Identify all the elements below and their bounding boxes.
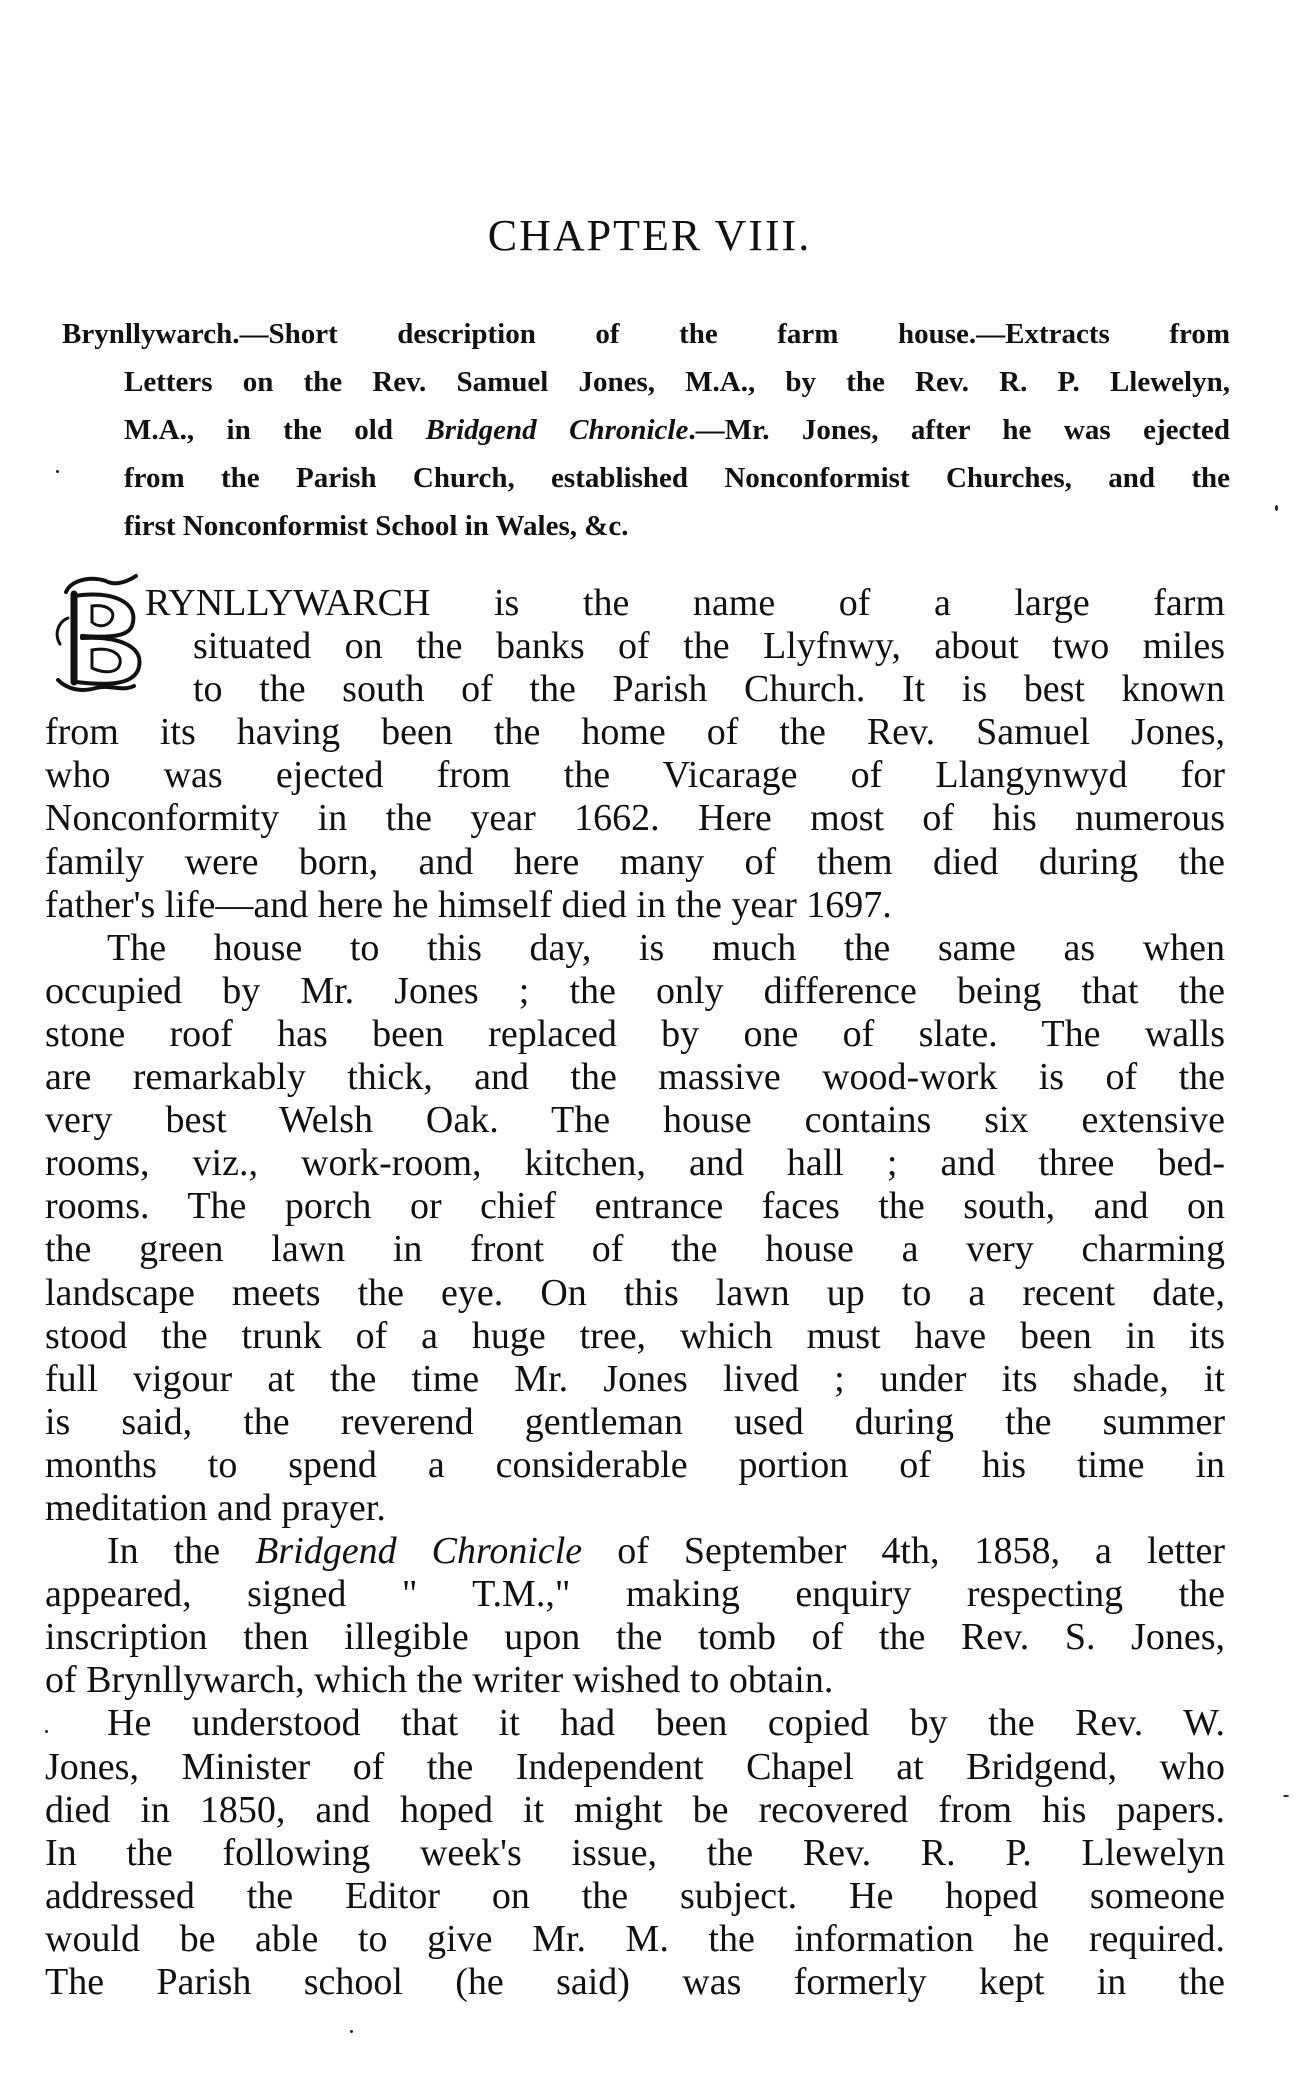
text-line bbox=[45, 1530, 1225, 1573]
text-line: is said, the reverend gentleman used during the summer bbox=[45, 1400, 1225, 1443]
text-line: rooms, viz., work-room, kitchen, and hall ; and three bed- bbox=[45, 1142, 1225, 1185]
text-line: of Brynllywarch, which the writer wished to obtain. bbox=[45, 1659, 834, 1702]
scan-speck bbox=[350, 2030, 353, 2033]
text-line: family were born, and here many of them died during the bbox=[45, 840, 1225, 883]
synopsis-line: Letters on the Rev. Samuel Jones, M.A., by the Rev. R. P. Llewelyn, bbox=[124, 366, 1230, 398]
chapter-title: CHAPTER VIII. bbox=[487, 211, 812, 260]
text-line: In the following week's issue, the Rev. R. P. Llewelyn bbox=[45, 1831, 1225, 1874]
text-line: are remarkably thick, and the massive wood-work is of the bbox=[45, 1056, 1225, 1099]
scan-speck bbox=[56, 470, 59, 473]
text-segment: In the bbox=[107, 1530, 256, 1573]
text-line: appeared, signed " T.M.," making enquiry respecting the bbox=[45, 1573, 1225, 1616]
synopsis-text: .—Mr. Jones, after he was ejected bbox=[688, 414, 1231, 446]
text-line: addressed the Editor on the subject. He hoped someone bbox=[45, 1874, 1225, 1917]
text-line: The Parish school (he said) was formerly kept in the bbox=[45, 1961, 1225, 2003]
text-line: rooms. The porch or chief entrance faces the south, and on bbox=[45, 1185, 1225, 1228]
synopsis-line: first Nonconformist School in Wales, &c. bbox=[124, 510, 629, 542]
body-text bbox=[45, 582, 1225, 2004]
text-line: Nonconformity in the year 1662. Here most of his numerous bbox=[45, 797, 1225, 840]
synopsis-line: Brynllywarch.—Short description of the farm house.—Extracts from bbox=[62, 318, 1230, 350]
scan-speck bbox=[1275, 505, 1278, 511]
text-segment: of September 4th, 1858, a letter bbox=[582, 1530, 1225, 1573]
text-line: would be able to give Mr. M. the information he required. bbox=[45, 1917, 1225, 1960]
text-line: The house to this day, is much the same as when bbox=[107, 926, 1225, 969]
synopsis-text: M.A., in the old bbox=[124, 414, 426, 446]
text-line: very best Welsh Oak. The house contains six extensive bbox=[45, 1099, 1225, 1142]
text-line: died in 1850, and hoped it might be recovered from his papers. bbox=[45, 1788, 1225, 1831]
text-line: months to spend a considerable portion of his time in bbox=[45, 1443, 1225, 1486]
scan-speck bbox=[1283, 1795, 1289, 1797]
scan-speck bbox=[45, 1730, 48, 1733]
text-line: stone roof has been replaced by one of slate. The walls bbox=[45, 1012, 1225, 1055]
text-line: Jones, Minister of the Independent Chapel at Bridgend, who bbox=[45, 1745, 1225, 1788]
synopsis-line bbox=[62, 406, 1230, 454]
text-line: to the south of the Parish Church. It is best known bbox=[193, 668, 1225, 711]
chapter-synopsis bbox=[62, 310, 1230, 550]
text-line: the green lawn in front of the house a very charming bbox=[45, 1228, 1225, 1271]
text-line: landscape meets the eye. On this lawn up to a recent date, bbox=[45, 1271, 1225, 1314]
text-line: who was ejected from the Vicarage of Llangynwyd for bbox=[45, 754, 1225, 797]
text-line: meditation and prayer. bbox=[45, 1486, 386, 1529]
synopsis-line: from the Parish Church, established Nonconformist Churches, and the bbox=[124, 462, 1230, 494]
text-line: situated on the banks of the Llyfnwy, about two miles bbox=[193, 625, 1225, 668]
text-line: from its having been the home of the Rev. Samuel Jones, bbox=[45, 711, 1225, 754]
text-line: occupied by Mr. Jones ; the only difference being that the bbox=[45, 969, 1225, 1012]
newspaper-title: Bridgend Chronicle bbox=[255, 1530, 583, 1573]
text-line: inscription then illegible upon the tomb of the Rev. S. Jones, bbox=[45, 1616, 1225, 1659]
text-line: He understood that it had been copied by the Rev. W. bbox=[107, 1702, 1225, 1745]
newspaper-title: Bridgend Chronicle bbox=[425, 414, 689, 446]
text-line: stood the trunk of a huge tree, which must have been in its bbox=[45, 1314, 1225, 1357]
text-line: RYNLLYWARCH is the name of a large farm bbox=[145, 582, 1225, 624]
text-line: father's life—and here he himself died in the year 1697. bbox=[45, 883, 892, 926]
text-line: full vigour at the time Mr. Jones lived ; under its shade, it bbox=[45, 1357, 1225, 1400]
